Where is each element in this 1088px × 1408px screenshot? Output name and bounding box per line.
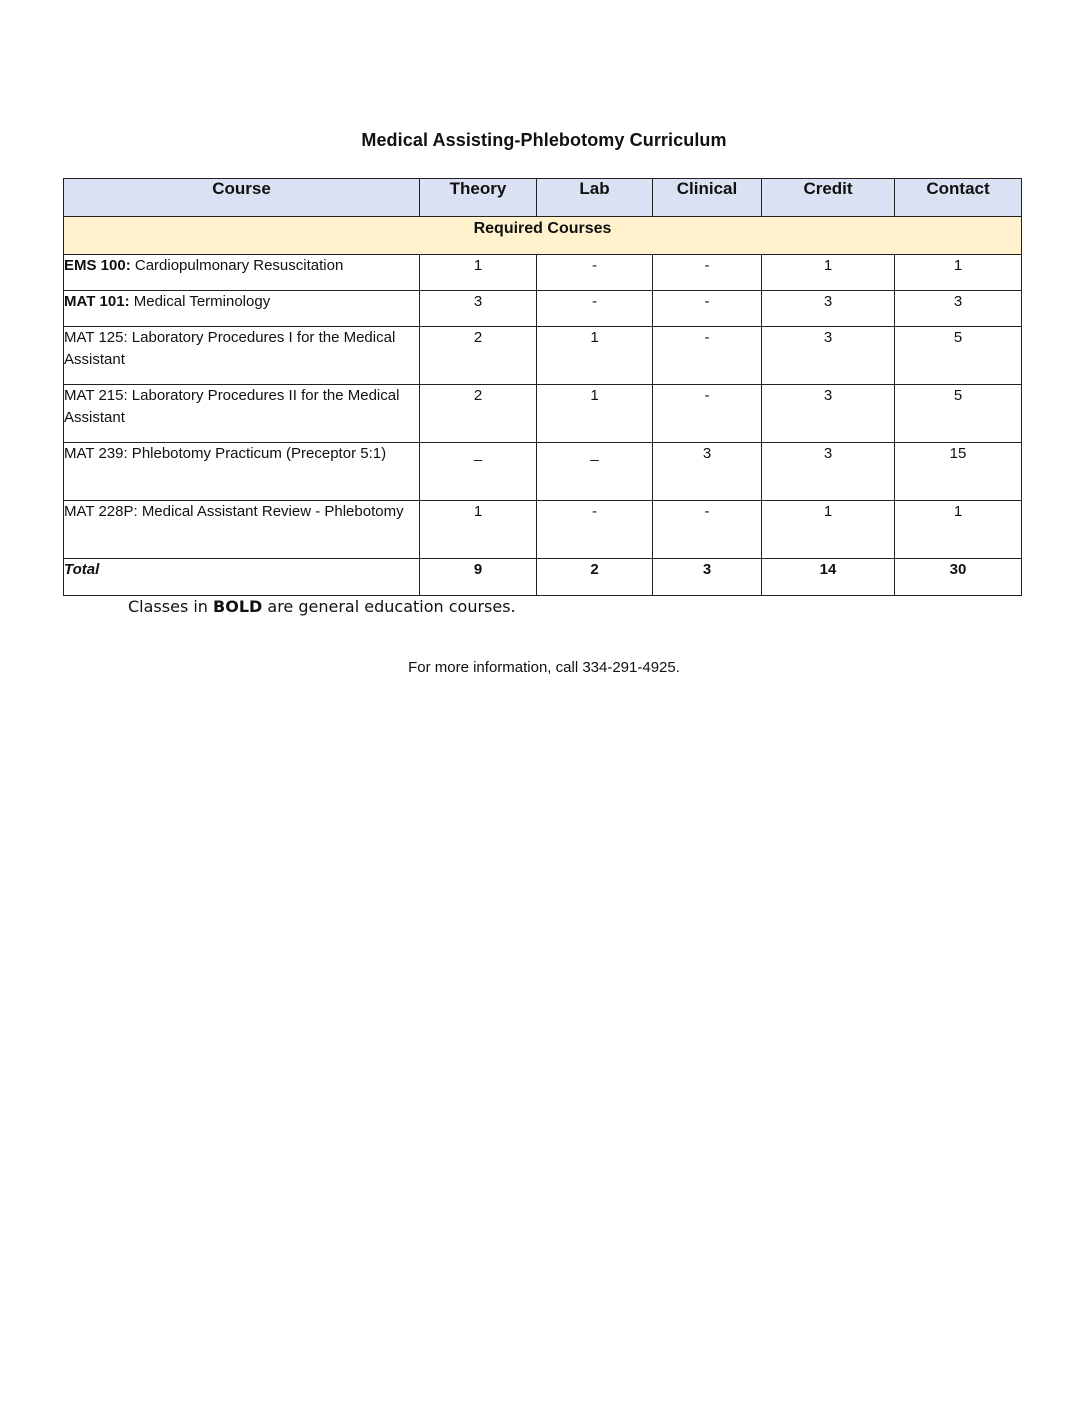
- contact-cell: 5: [895, 327, 1022, 385]
- total-label: Total: [64, 559, 420, 596]
- note-text-after: are general education courses.: [262, 597, 516, 616]
- total-row: [64, 559, 1022, 596]
- contact-info: For more information, call 334-291-4925.: [408, 659, 680, 676]
- lab-cell: _: [537, 443, 653, 501]
- clinical-cell: -: [653, 327, 762, 385]
- credit-cell: 3: [762, 291, 895, 327]
- course-code: EMS 100:: [64, 257, 131, 274]
- note-bold-word: BOLD: [213, 597, 263, 616]
- header-clinical: Clinical: [653, 179, 762, 217]
- clinical-cell: -: [653, 385, 762, 443]
- lab-cell: -: [537, 501, 653, 559]
- table-row: [64, 501, 1022, 559]
- credit-cell: 1: [762, 501, 895, 559]
- theory-cell: 2: [420, 385, 537, 443]
- lab-cell: -: [537, 291, 653, 327]
- section-label: Required Courses: [64, 217, 1022, 255]
- total-lab: 2: [537, 559, 653, 596]
- curriculum-table: [63, 178, 1022, 596]
- clinical-cell: 3: [653, 443, 762, 501]
- course-cell: [64, 291, 420, 327]
- header-contact: Contact: [895, 179, 1022, 217]
- clinical-cell: -: [653, 291, 762, 327]
- course-code: MAT 101:: [64, 293, 130, 310]
- lab-cell: -: [537, 255, 653, 291]
- table-row: [64, 327, 1022, 385]
- course-name: Cardiopulmonary Resuscitation: [130, 257, 344, 274]
- header-theory: Theory: [420, 179, 537, 217]
- course-cell: [64, 255, 420, 291]
- header-course: Course: [64, 179, 420, 217]
- course-cell: [64, 327, 420, 385]
- note-text-before: Classes in: [128, 597, 214, 616]
- course-name: Medical Terminology: [129, 293, 271, 310]
- total-theory: 9: [420, 559, 537, 596]
- contact-cell: 3: [895, 291, 1022, 327]
- total-contact: 30: [895, 559, 1022, 596]
- theory-cell: 2: [420, 327, 537, 385]
- course-cell: [64, 501, 420, 559]
- page-title: Medical Assisting-Phlebotomy Curriculum: [361, 130, 727, 150]
- section-row-required: [64, 217, 1022, 255]
- theory-cell: 1: [420, 255, 537, 291]
- course-name: MAT 125: Laboratory Procedures I for the Medical Assistant: [64, 329, 396, 368]
- table-row: [64, 443, 1022, 501]
- theory-cell: 1: [420, 501, 537, 559]
- course-name: MAT 228P: Medical Assistant Review - Phlebotomy: [64, 503, 404, 520]
- header-lab: Lab: [537, 179, 653, 217]
- table-row: [64, 385, 1022, 443]
- table-header-row: [64, 179, 1022, 217]
- clinical-cell: -: [653, 255, 762, 291]
- total-credit: 14: [762, 559, 895, 596]
- contact-cell: 15: [895, 443, 1022, 501]
- credit-cell: 3: [762, 443, 895, 501]
- contact-cell: 5: [895, 385, 1022, 443]
- credit-cell: 3: [762, 327, 895, 385]
- contact-cell: 1: [895, 501, 1022, 559]
- general-education-note: [128, 597, 516, 616]
- table-row: [64, 255, 1022, 291]
- theory-cell: _: [420, 443, 537, 501]
- course-cell: [64, 443, 420, 501]
- table-row: [64, 291, 1022, 327]
- credit-cell: 3: [762, 385, 895, 443]
- contact-cell: 1: [895, 255, 1022, 291]
- theory-cell: 3: [420, 291, 537, 327]
- clinical-cell: -: [653, 501, 762, 559]
- course-cell: [64, 385, 420, 443]
- course-name: MAT 215: Laboratory Procedures II for the Medical Assistant: [64, 387, 400, 426]
- course-name: MAT 239: Phlebotomy Practicum (Preceptor 5:1): [64, 445, 387, 462]
- lab-cell: 1: [537, 385, 653, 443]
- credit-cell: 1: [762, 255, 895, 291]
- header-credit: Credit: [762, 179, 895, 217]
- total-clinical: 3: [653, 559, 762, 596]
- lab-cell: 1: [537, 327, 653, 385]
